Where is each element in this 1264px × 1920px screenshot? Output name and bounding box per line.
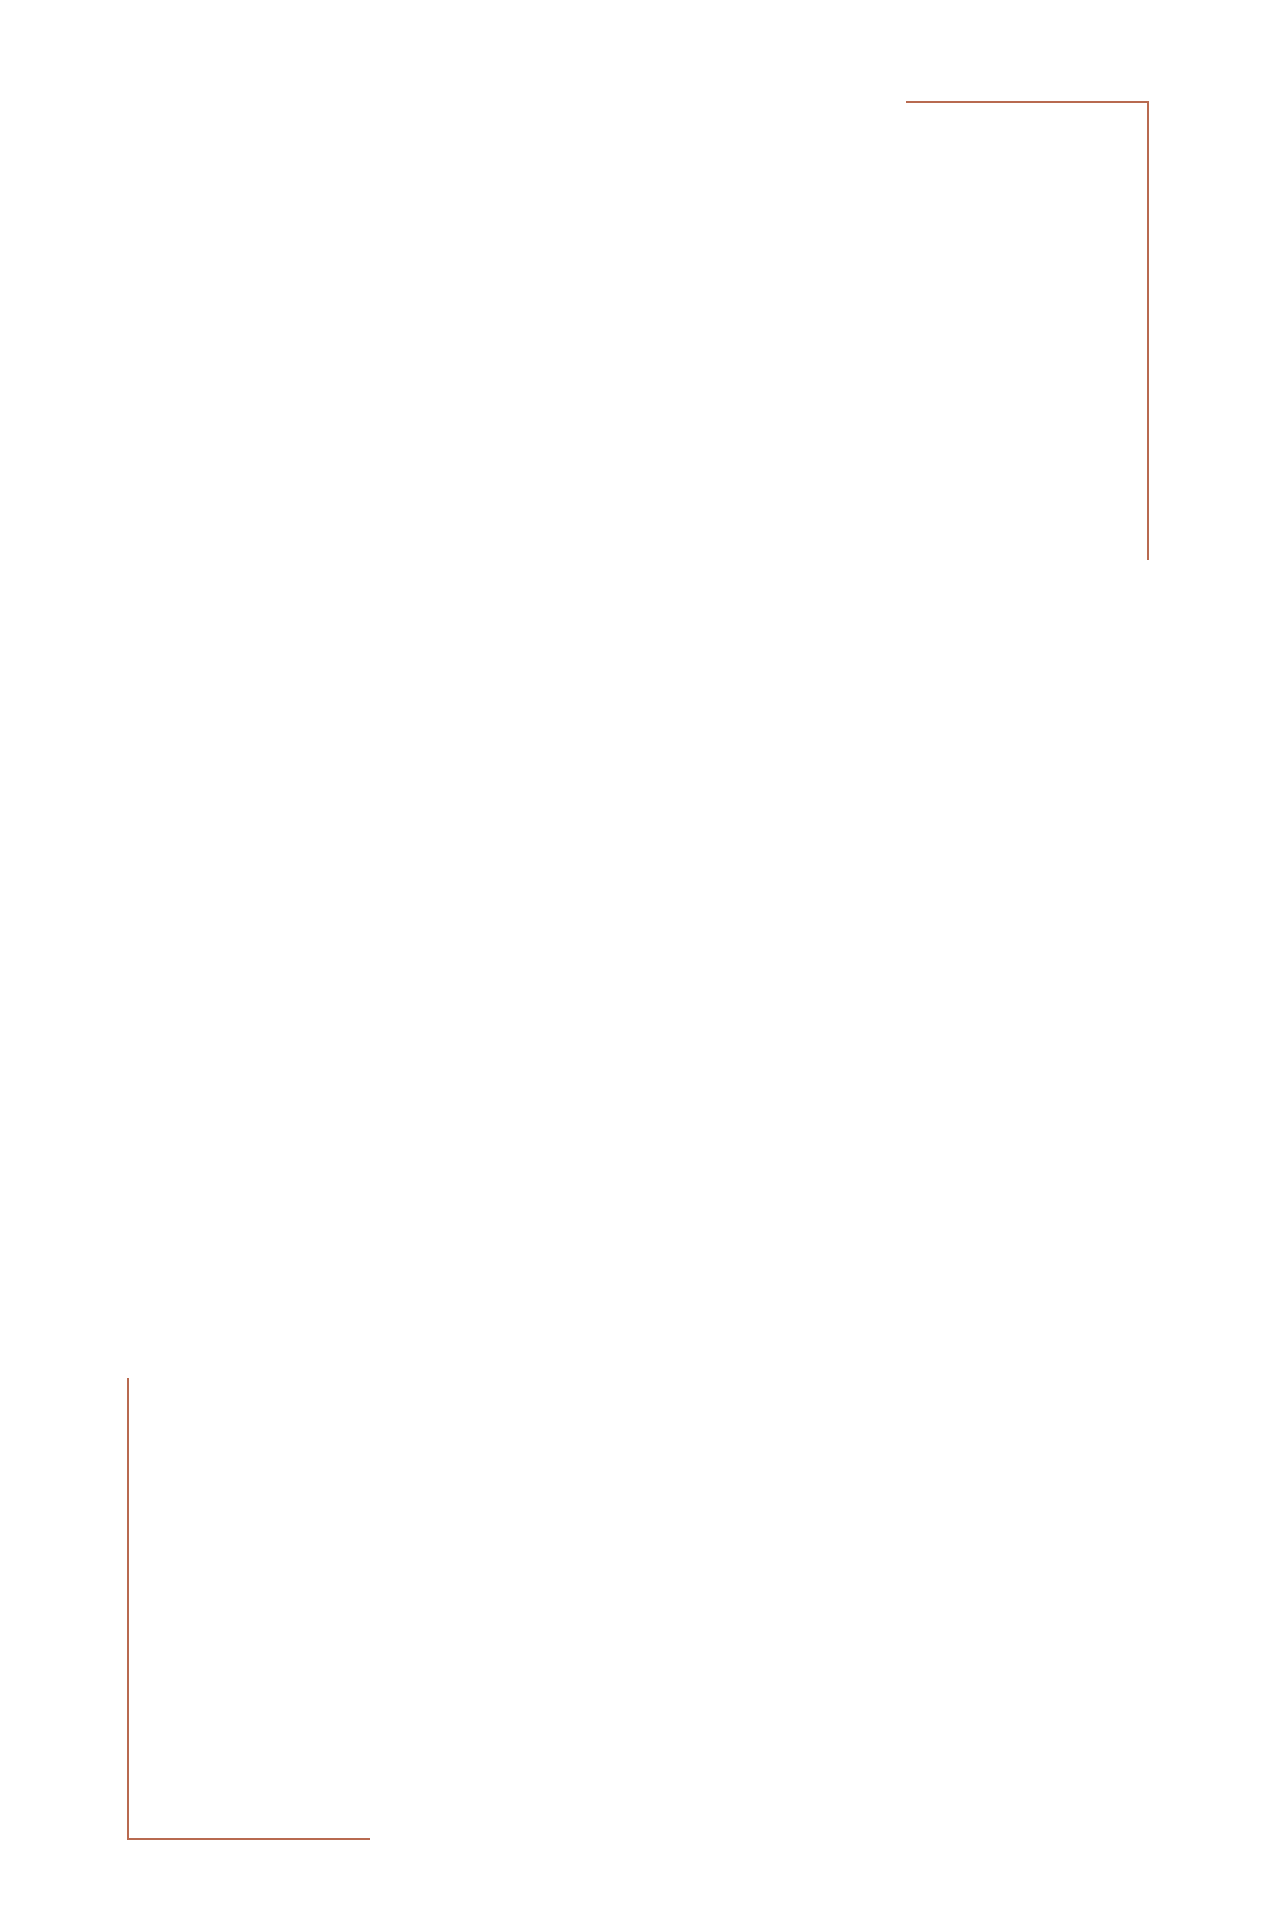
frame-top-right-vertical: [1147, 101, 1149, 560]
frame-bottom-left-horizontal: [127, 1838, 370, 1840]
frame-top-right-horizontal: [906, 101, 1149, 103]
frame-bottom-left-vertical: [127, 1378, 129, 1840]
